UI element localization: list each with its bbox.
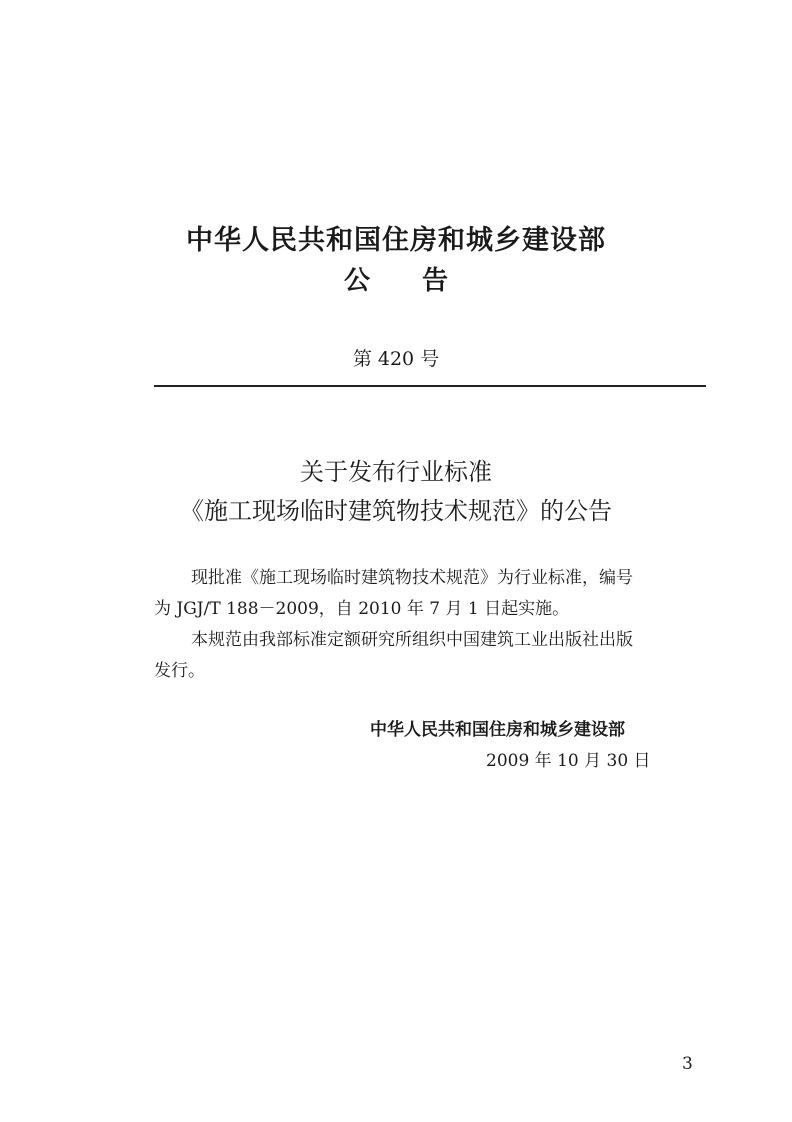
subject-line-2: 《施工现场临时建筑物技术规范》的公告 (180, 497, 612, 525)
signature-organization: 中华人民共和国住房和城乡建设部 (370, 720, 625, 740)
body-paragraph-2-line-2: 发行。 (154, 661, 205, 681)
signature-date: 2009 年 10 月 30 日 (486, 751, 651, 771)
header-divider (154, 385, 706, 387)
subject-line-1: 关于发布行业标准 (300, 458, 492, 486)
body-paragraph-1-line-1: 现批准《施工现场临时建筑物技术规范》为行业标准，编号 (191, 568, 633, 588)
body-paragraph-1-line-2: 为 JGJ/T 188－2009，自 2010 年 7 月 1 日起实施。 (154, 599, 570, 619)
body-paragraph-2-line-1: 本规范由我部标准定额研究所组织中国建筑工业出版社出版 (191, 630, 633, 650)
notice-number: 第 420 号 (352, 348, 440, 370)
notice-heading: 公告 (343, 266, 500, 296)
issuing-organization-title: 中华人民共和国住房和城乡建设部 (186, 225, 606, 256)
page-number: 3 (682, 1054, 693, 1074)
